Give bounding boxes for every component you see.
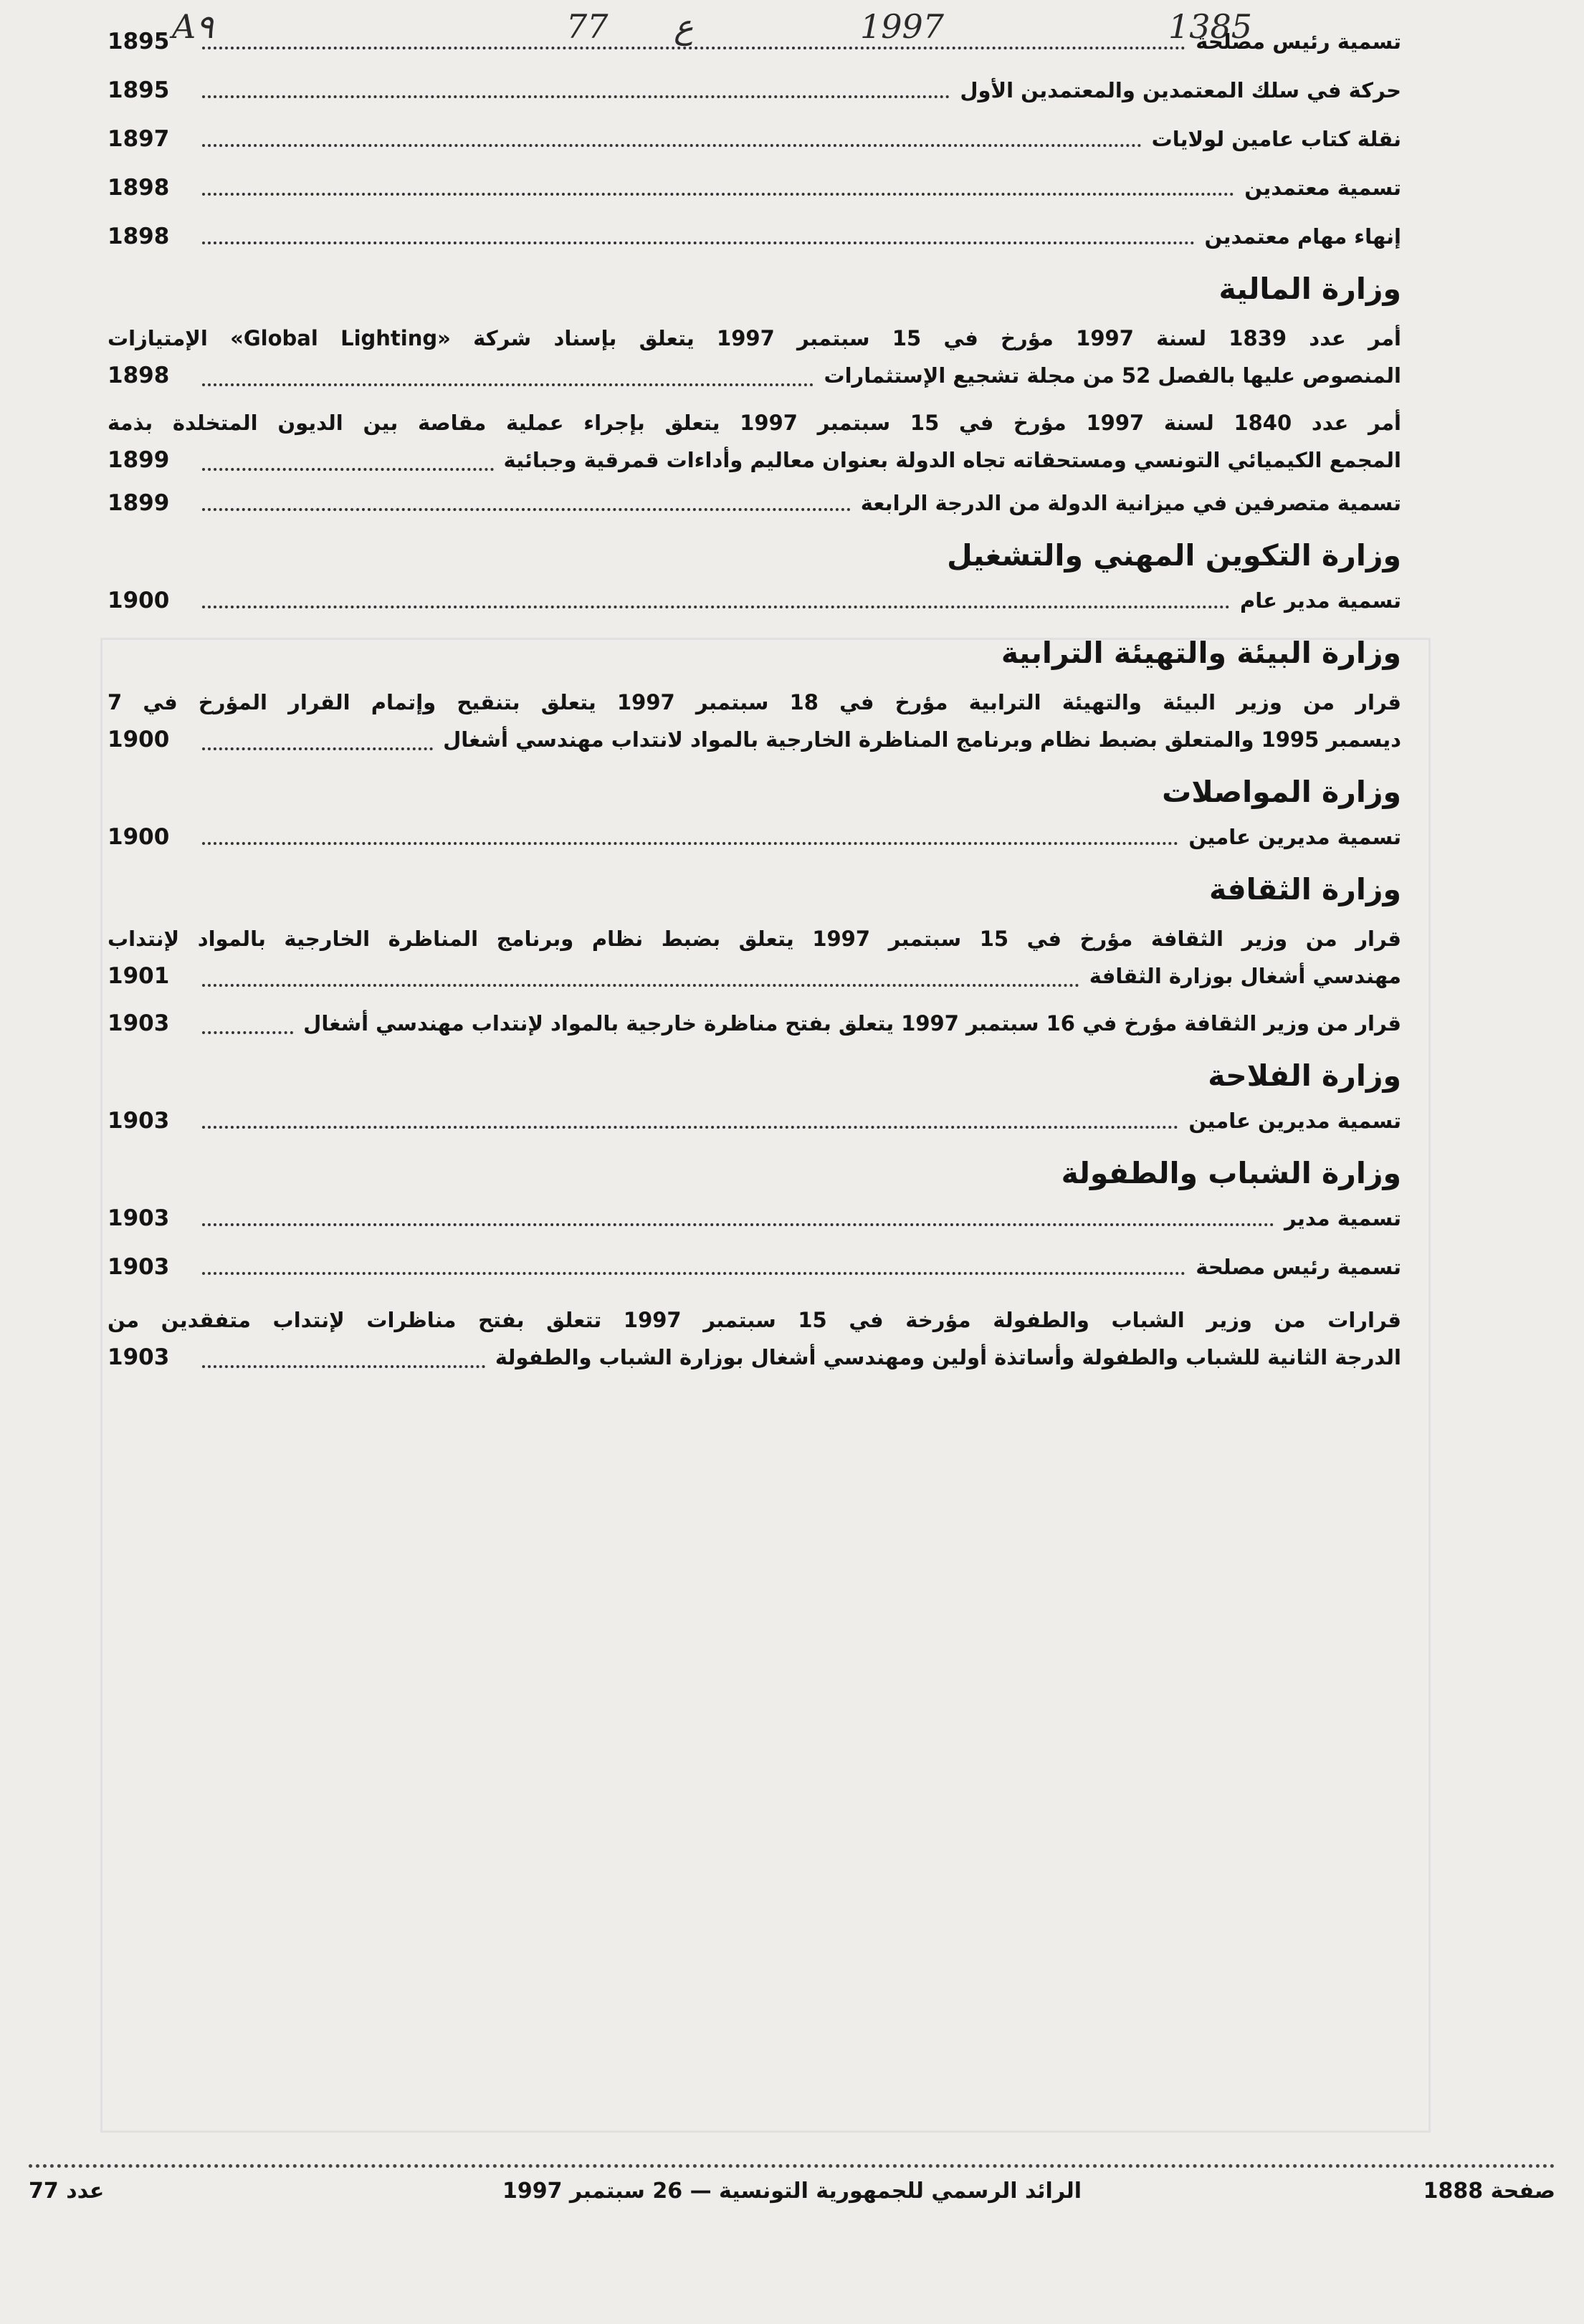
section-heading-youth: وزارة الشباب والطفولة — [1061, 1156, 1401, 1190]
toc-entry-text: تسمية مدير عام — [1239, 588, 1401, 613]
toc-paragraph-entry[interactable] — [108, 404, 1401, 479]
toc-entry-text: إنهاء مهام معتمدين — [1204, 224, 1401, 249]
toc-entry-page: 1903 — [108, 1010, 170, 1036]
dot-leader — [202, 1126, 1178, 1129]
toc-entry-page: 1901 — [108, 963, 170, 989]
toc-paragraph-line: قرار من وزير الثقافة مؤرخ في 15 سبتمبر 1997 يتعلق بضبط نظام وبرنامج المناظرة الخارجية بالمواد لإنتداب — [108, 927, 1401, 951]
dot-leader — [202, 1031, 293, 1034]
dot-leader — [202, 984, 1079, 987]
toc-entry-text: تسمية مدير — [1284, 1206, 1401, 1230]
toc-entry-text: تسمية رئيس مصلحة — [1196, 29, 1401, 54]
toc-entry[interactable] — [108, 222, 1401, 251]
toc-entry-page: 1903 — [108, 1108, 170, 1134]
toc-entry-page: 1897 — [108, 126, 170, 152]
toc-paragraph-entry[interactable] — [108, 920, 1401, 995]
toc-entry[interactable] — [108, 823, 1401, 851]
toc-entry[interactable] — [108, 1204, 1401, 1233]
toc-paragraph-entry[interactable] — [108, 1301, 1401, 1376]
dot-leader — [202, 144, 1142, 147]
handwritten-note-d: 1997 — [860, 7, 945, 46]
toc-entry-page: 1900 — [108, 588, 170, 613]
section-heading-agriculture: وزارة الفلاحة — [1208, 1058, 1401, 1093]
toc-entry[interactable] — [108, 173, 1401, 202]
toc-paragraph-line: المجمع الكيميائي التونسي ومستحقاته تجاه الدولة بعنوان معاليم وأداءات قمرقية وجبائية — [503, 448, 1401, 472]
section-heading-vocational: وزارة التكوين المهني والتشغيل — [947, 538, 1401, 573]
toc-entry-text: حركة في سلك المعتمدين والمعتمدين الأول — [960, 78, 1401, 102]
dot-leader — [202, 508, 851, 511]
handwritten-note-c: ع — [674, 7, 694, 46]
dot-leader — [202, 95, 950, 98]
page-footer — [29, 2179, 1555, 2222]
toc-entry[interactable] — [108, 1106, 1401, 1135]
toc-entry[interactable] — [108, 27, 1401, 56]
dot-leader — [202, 842, 1178, 845]
toc-paragraph-entry[interactable] — [108, 684, 1401, 758]
toc-entry[interactable] — [108, 76, 1401, 105]
toc-paragraph-line: قرار من وزير البيئة والتهيئة الترابية مؤرخ في 18 سبتمبر 1997 يتعلق بتنقيح وإتمام القرار المؤرخ في 7 — [108, 690, 1401, 714]
toc-entry[interactable] — [108, 125, 1401, 153]
toc-entry-page: 1903 — [108, 1344, 170, 1370]
dot-leader — [202, 383, 814, 386]
toc-entry-page: 1903 — [108, 1254, 170, 1280]
handwritten-note-e: 1385 — [1168, 7, 1253, 46]
dot-leader — [202, 1223, 1274, 1226]
toc-entry-page: 1898 — [108, 224, 170, 249]
section-heading-environment: وزارة البيئة والتهيئة الترابية — [1001, 636, 1401, 670]
handwritten-note-b: 77 — [566, 7, 609, 46]
section-heading-culture: وزارة الثقافة — [1208, 872, 1401, 907]
toc-entry-page: 1898 — [108, 363, 170, 388]
toc-paragraph-line: أمر عدد 1840 لسنة 1997 مؤرخ في 15 سبتمبر 1997 يتعلق بإجراء عملية مقاصة بين الديون المتخلدة بذمة — [108, 411, 1401, 435]
toc-paragraph-line: قرارات من وزير الشباب والطفولة مؤرخة في 15 سبتمبر 1997 تتعلق بفتح مناظرات لإنتداب متفقدين من — [108, 1308, 1401, 1332]
dot-leader — [202, 193, 1234, 196]
toc-entry-page: 1900 — [108, 727, 170, 752]
toc-entry-text: تسمية متصرفين في ميزانية الدولة من الدرجة الرابعة — [860, 491, 1401, 515]
toc-entry-page: 1895 — [108, 29, 170, 54]
dot-leader — [202, 47, 1185, 49]
dot-leader — [202, 242, 1195, 244]
toc-entry[interactable] — [108, 586, 1401, 615]
toc-paragraph-line: أمر عدد 1839 لسنة 1997 مؤرخ في 15 سبتمبر 1997 يتعلق بإسناد شركة «Global Lighting» الإمتيازات — [108, 326, 1401, 350]
dot-leader — [202, 747, 433, 750]
toc-paragraph-line: ديسمبر 1995 والمتعلق بضبط نظام وبرنامج المناظرة الخارجية بالمواد لانتداب مهندسي أشغال — [443, 727, 1401, 752]
footer-divider — [29, 2164, 1555, 2168]
toc-entry-page: 1899 — [108, 490, 170, 516]
table-of-contents — [108, 27, 1401, 1386]
toc-paragraph-entry[interactable] — [108, 1005, 1401, 1042]
toc-paragraph-line: الدرجة الثانية للشباب والطفولة وأساتذة أولين ومهندسي أشغال بوزارة الشباب والطفولة — [495, 1345, 1401, 1369]
footer-page-number: صفحة 1888 — [1423, 2179, 1555, 2204]
toc-entry-page: 1898 — [108, 175, 170, 201]
dot-leader — [202, 1272, 1185, 1275]
dot-leader — [202, 468, 494, 471]
footer-issue-number: عدد 77 — [29, 2179, 105, 2204]
toc-entry-text: نقلة كتاب عامين لولايات — [1151, 127, 1401, 151]
section-heading-transport: وزارة المواصلات — [1162, 775, 1401, 809]
section-heading-finance: وزارة المالية — [1218, 272, 1401, 306]
dot-leader — [202, 1365, 485, 1368]
toc-entry[interactable] — [108, 1253, 1401, 1281]
footer-publication-title: الرائد الرسمي للجمهورية التونسية — 26 سبتمبر 1997 — [502, 2179, 1082, 2204]
toc-paragraph-entry[interactable] — [108, 320, 1401, 394]
toc-entry-text: تسمية رئيس مصلحة — [1196, 1255, 1401, 1279]
toc-entry-text: تسمية مديرين عامين — [1188, 825, 1401, 849]
dot-leader — [202, 606, 1230, 608]
toc-entry-page: 1895 — [108, 77, 170, 103]
toc-paragraph-line: مهندسي أشغال بوزارة الثقافة — [1089, 964, 1401, 988]
toc-entry-page: 1899 — [108, 447, 170, 473]
toc-entry[interactable] — [108, 489, 1401, 517]
handwritten-note-a: A۹ — [172, 7, 214, 46]
toc-entry-page: 1903 — [108, 1205, 170, 1231]
toc-paragraph-line: المنصوص عليها بالفصل 52 من مجلة تشجيع الإستثمارات — [824, 363, 1401, 388]
toc-entry-text: تسمية مديرين عامين — [1188, 1109, 1401, 1133]
toc-entry-text: تسمية معتمدين — [1244, 176, 1401, 200]
toc-paragraph-line: قرار من وزير الثقافة مؤرخ في 16 سبتمبر 1997 يتعلق بفتح مناظرة خارجية بالمواد لإنتداب مهندسي أشغال — [303, 1011, 1401, 1036]
toc-entry-page: 1900 — [108, 824, 170, 850]
